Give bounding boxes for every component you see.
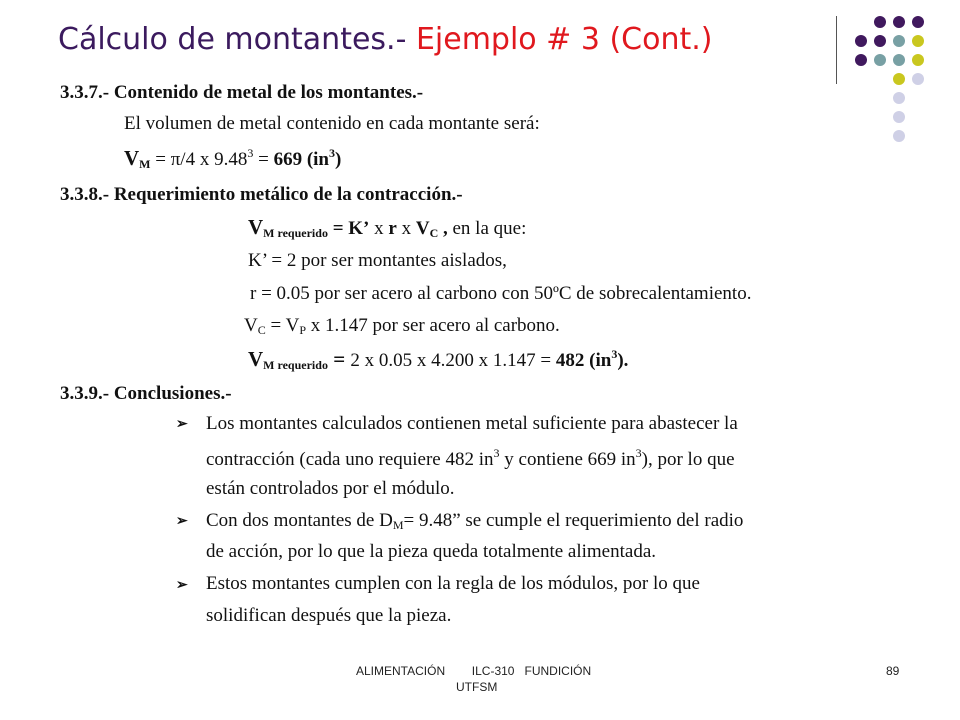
arrow-bullet-icon: ➢: [176, 417, 188, 432]
footer-course: ALIMENTACIÓN ILC-310 FUNDICIÓN: [356, 664, 592, 678]
formula-metal-volume: $V_M = \pi/4$ x $9.48^3 = 669$ $(in^3)$: [124, 146, 342, 171]
formula-required-result: $V_{M requerido} = 2$ x 0.05 x 4.200 x 1.147 = 482 $(in^3)$.: [248, 347, 629, 372]
decorative-dot: [893, 111, 905, 123]
decorative-dot: [855, 54, 867, 66]
decorative-dot: [893, 35, 905, 47]
text-line: K’ = 2 por ser montantes aislados,: [248, 250, 507, 271]
bullet-line: están controlados por el módulo.: [206, 478, 455, 499]
text-line: El volumen de metal contenido en cada montante será:: [124, 113, 540, 134]
decorative-dot: [893, 16, 905, 28]
decorative-dot: [874, 16, 886, 28]
title-subtitle: Ejemplo # 3 (Cont.): [406, 22, 713, 57]
decorative-dot: [874, 54, 886, 66]
bullet-line: Estos montantes cumplen con la regla de los módulos, por lo que: [206, 573, 700, 594]
bullet-line: Con dos montantes de $D_M= 9.48$” se cumple el requerimiento del radio: [206, 510, 744, 532]
decorative-dot: [912, 54, 924, 66]
bullet-line: solidifican después que la pieza.: [206, 605, 452, 626]
bullet-line: de acción, por lo que la pieza queda totalmente alimentada.: [206, 541, 656, 562]
section-heading-338: 3.3.8.- Requerimiento metálico de la contracción.-: [60, 184, 463, 205]
decorative-dot: [893, 130, 905, 142]
title-main: Cálculo de montantes.-: [58, 22, 407, 57]
text-line: r = 0.05 por ser acero al carbono con 50ºC de sobrecalentamiento.: [250, 283, 752, 304]
decorative-dot: [874, 35, 886, 47]
formula-vc: $V_C = V_P$ x 1.147 por ser acero al carbono.: [244, 315, 560, 337]
bullet-line: Los montantes calculados contienen metal suficiente para abastecer la: [206, 413, 738, 434]
bullet-line: contracción (cada uno requiere 482 $in^3$ y contiene 669 $in^3$), por lo que: [206, 446, 735, 470]
section-heading-339: 3.3.9.- Conclusiones.-: [60, 383, 232, 404]
decorative-dot: [912, 16, 924, 28]
slide-title: [58, 22, 713, 57]
arrow-bullet-icon: ➢: [176, 578, 188, 593]
section-heading-337: 3.3.7.- Contenido de metal de los montantes.-: [60, 82, 424, 103]
title-divider: [836, 16, 837, 84]
page-number: 89: [886, 664, 900, 678]
decorative-dot: [893, 92, 905, 104]
formula-required-metal: $V_{M requerido} = K$’ x r x $V_C$ , en la que:: [248, 215, 527, 240]
footer-institution: UTFSM: [456, 680, 498, 694]
decorative-dot: [893, 54, 905, 66]
decorative-dot: [912, 73, 924, 85]
arrow-bullet-icon: ➢: [176, 514, 188, 529]
decorative-dot: [893, 73, 905, 85]
decorative-dot: [912, 35, 924, 47]
decorative-dot: [855, 35, 867, 47]
